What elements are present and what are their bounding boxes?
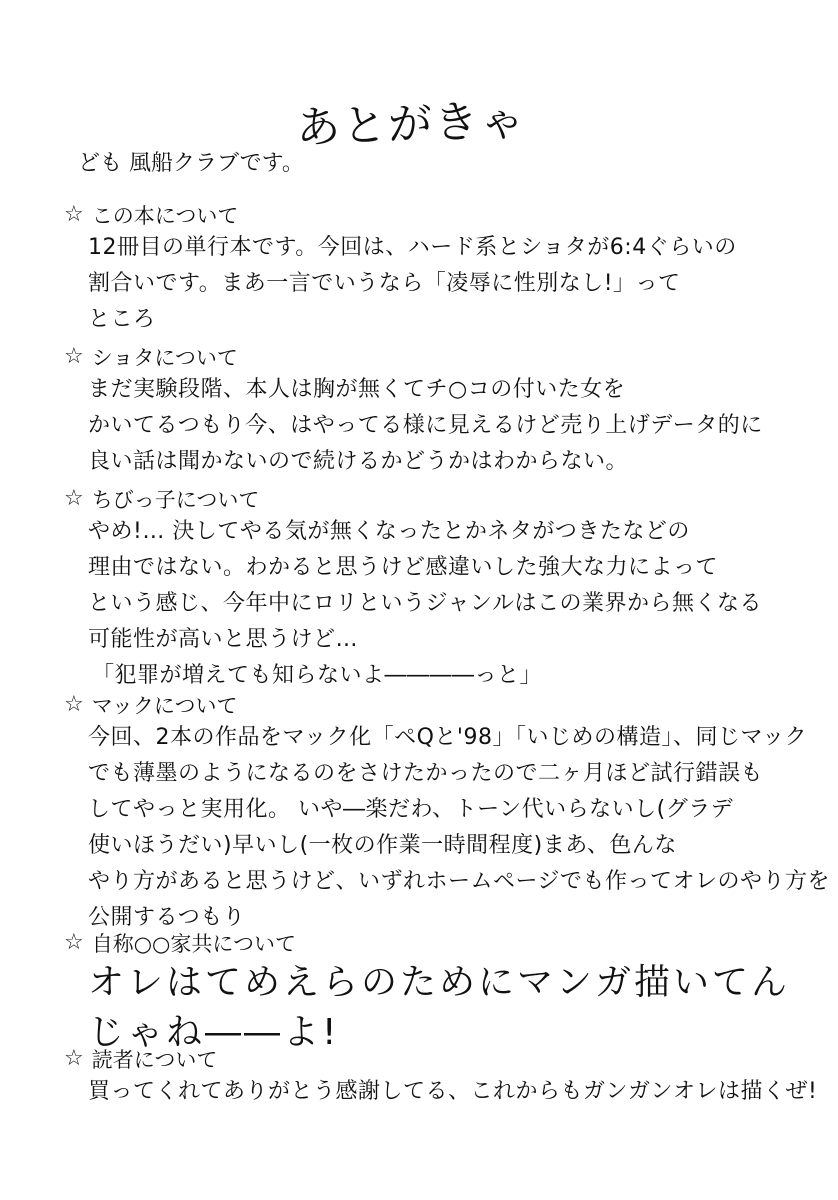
section-heading-label: 読者について — [91, 1048, 218, 1072]
section-line: 買ってくれてありがとう感謝してる、これからもガンガンオレは描くぜ! — [88, 1079, 818, 1104]
section-line: 可能性が高いと思うけど… — [88, 627, 359, 652]
section-readers — [64, 1044, 824, 1110]
section-heading — [64, 342, 824, 372]
section-line: という感じ、今年中にロリというジャンルはこの業界から無くなる — [88, 591, 763, 616]
star-icon: ☆ — [64, 692, 84, 717]
section-line: まだ実験段階、本人は胸が無くてチ○コの付いた女を — [88, 377, 626, 402]
section-line: かいてるつもり今、はやってる様に見えるけど売り上げデータ的に — [88, 413, 763, 438]
section-heading — [64, 690, 824, 720]
section-heading-label: この本について — [91, 204, 239, 228]
section-line: 今回、2本の作品をマック化「ペQと'98」「いじめの構造」、同じマック — [88, 725, 808, 750]
greeting-text: ども 風船クラブです。 — [78, 151, 304, 176]
section-line: じゃね――よ! — [88, 1012, 340, 1053]
section-shota — [64, 342, 824, 480]
star-icon: ☆ — [64, 930, 84, 955]
section-chibikko — [64, 484, 824, 694]
star-icon: ☆ — [64, 344, 84, 369]
section-line: でも薄墨のようになるのをさけたかったので二ヶ月ほど試行錯誤も — [88, 761, 764, 786]
star-icon: ☆ — [64, 486, 84, 511]
section-line: オレはてめえらのためにマンガ描いてん — [88, 962, 791, 1003]
section-line: ところ — [88, 307, 156, 332]
section-line: してやっと実用化。 いや―楽だわ、トーン代いらないし(グラデ — [88, 797, 734, 822]
section-heading-label: 自称○○家共について — [91, 932, 296, 956]
section-heading-label: マックについて — [91, 694, 238, 718]
section-mac — [64, 690, 831, 936]
section-heading — [64, 484, 824, 514]
section-line: 割合いです。まあ一言でいうなら「凌辱に性別なし!」って — [88, 271, 681, 296]
section-line: やめ!… 決してやる気が無くなったとかネタがつきたなどの — [88, 519, 690, 544]
section-self-proclaimed — [64, 928, 824, 1058]
section-heading — [64, 1044, 824, 1074]
section-line: 理由ではない。わかると思うけど感違いした強大な力によって — [88, 555, 719, 580]
star-icon: ☆ — [64, 202, 84, 227]
section-line: 良い話は聞かないので続けるかどうかはわからない。 — [88, 449, 629, 474]
section-heading — [64, 200, 824, 230]
section-line: やり方があると思うけど、いずれホームページでも作ってオレのやり方を — [88, 869, 831, 894]
section-about-book — [64, 200, 824, 338]
section-heading — [64, 928, 824, 958]
section-line: 使いほうだい)早いし(一枚の作業一時間程度)まあ、色んな — [88, 833, 677, 858]
section-heading-label: ちびっ子について — [91, 488, 260, 512]
section-line: 12冊目の単行本です。今回は、ハード系とショタが6:4ぐらいの — [88, 235, 737, 260]
section-heading-label: ショタについて — [91, 346, 238, 370]
page-title: あとがきゃ — [295, 94, 527, 154]
section-line: 公開するつもり — [88, 905, 246, 930]
section-line: 「犯罪が増えても知らないよ――――っと」 — [92, 663, 543, 688]
star-icon: ☆ — [64, 1046, 84, 1071]
